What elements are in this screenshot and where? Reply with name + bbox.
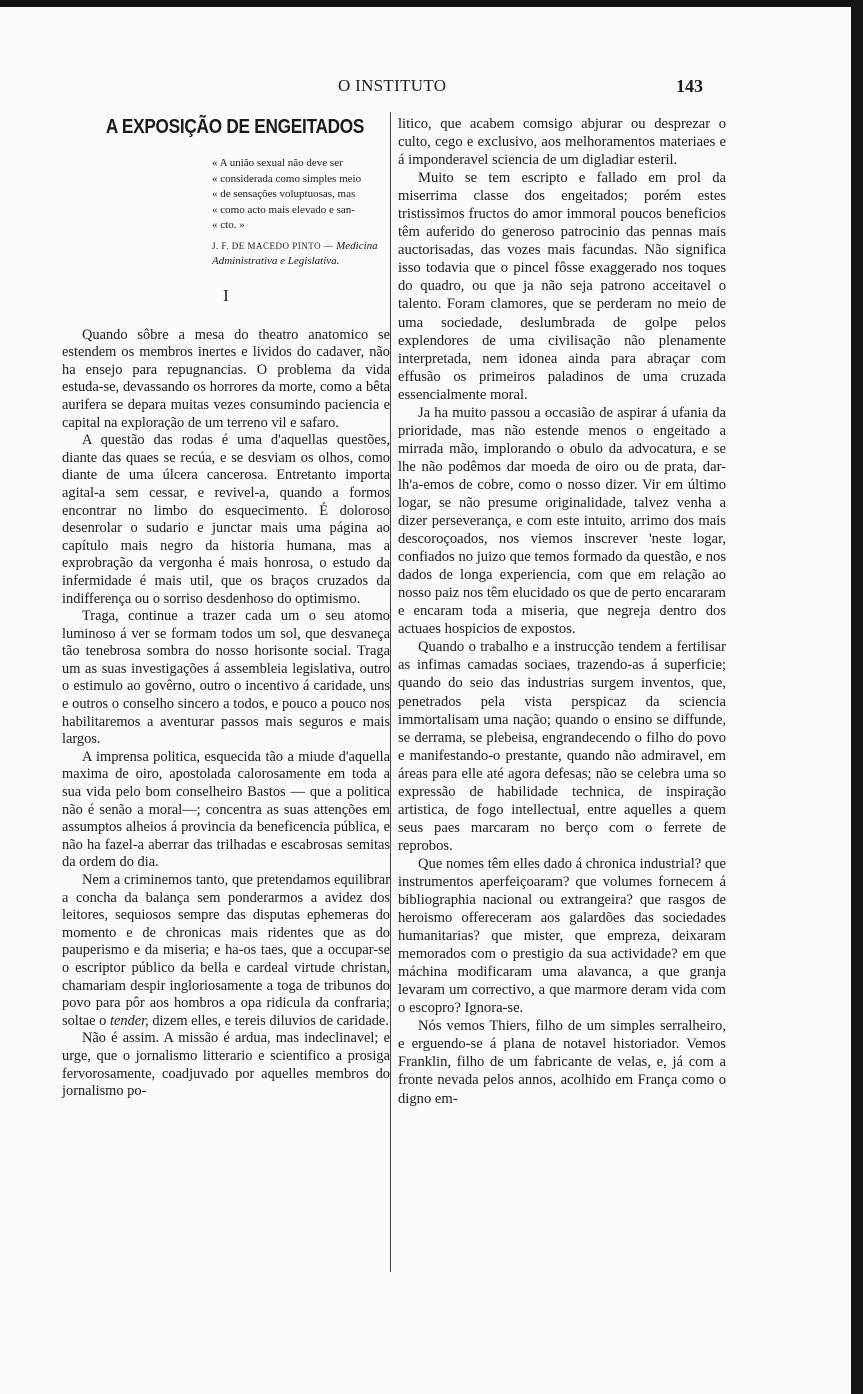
paragraph: Quando o trabalho e a instrucção tendem a fertilisar as infimas camadas sociaes, trazendo-as á superficie; quando do seio das industrias surgem inventos, que, penetrados pela vista perspicaz da sciencia immortalisam uma nação; quando o ensino se diffunde, se derrama, se plebeisa, engrandecendo o filho do povo e manifestando-o prestante, quando não admiravel, em áreas para elle até agora defesas; não se celebra uma so expressão de habilidade technica, de inspiração artistica, de fogo intellectual, entre aquelles a quem seus paes marcaram no berço com o ferrete de reprobos. [398,639,726,854]
paragraph: Muito se tem escripto e fallado em prol da miserrima classe dos engeitados; porém estes tristissimos fructos do amor immoral poucos beneficios têm auferido do generoso patrocinio das pennas mais auctorisadas, das vozes mais facundas. Não significa isso todavia que o pincel fôsse exaggerado nos toques do quadro, ou que ja não seja patrono acceitavel o talento. Foram clamores, que se perderam no meio de uma sociedade, deslumbrada de golpe pelos explendores de uma civilisação não plenamente interpretada, nem idonea ainda para abraçar com effusão os primeiros paladinos de uma cruzada essencialmente moral. [398,170,726,403]
page-number: 143 [676,76,703,96]
paragraph: Nós vemos Thiers, filho de um simples serralheiro, e erguendo-se á plana de notavel historiador. Vemos Franklin, filho de um fabricante de velas, e, já com a fronte nevada pelos annos, acolhido em França como o digno em- [398,1018,726,1107]
running-header: O INSTITUTO [338,76,447,95]
left-column [62,112,390,1101]
left-column-body [62,327,390,1101]
paragraph [62,872,390,1030]
epigraph [212,156,390,270]
paragraph: Que nomes têm elles dado á chronica industrial? que instrumentos aperfeiçoaram? que volumes fornecem á bibliographia nacional ou extrangeira? que rasgos de heroismo offereceram aos galardões das sociedades humanitarias? que mister, que empreza, deixaram memorados com o prestigio da sua actividade? em que máchina modificaram uma alavanca, a que granja levaram um correctivo, a que marmore deram vida com o escopro? Ignora-se. [398,855,726,1017]
paragraph: A imprensa politica, esquecida tão a miude d'aquella maxima de oiro, apostolada calorosamente em toda a sua vida pelo bom conselheiro Bastos — que a politica não é senão a moral—; concentra as suas attenções em assumptos alheios á provincia da beneficencia pública, e não ha fazel-a aberrar das trilhadas e escabrosas semitas da ordem do dia. [62,748,390,871]
paragraph-text: dizem elles, e tereis diluvios de caridade. [152,1012,389,1029]
paragraph: A questão das rodas é uma d'aquellas questões, diante das quaes se recúa, e se desviam os olhos, como diante de uma úlcera cancerosa. Entretanto importa agital-a sem cessar, e revivel-a, quando a formos encontrar no limbo do esquecimento. É doloroso desenrolar o sudario e junctar mais uma página ao capítulo mais negro da historia humana, mas a exprobração da vergonha é mais honrosa, o estudo da infermidade é mais util, que os braços cruzados da indifferença ou o sorriso desdenhoso do optimismo. [62,432,390,607]
epigraph-quote: « A união sexual não deve ser « considerada como simples meio « de sensações voluptuosas, mas « como acto mais elevado e san- « cto. » [212,157,362,232]
italic-word: tender, [109,1012,149,1029]
paragraph: Não é assim. A missão é ardua, mas indeclinavel; e urge, que o jornalismo litterario e scientifico a prosiga fervorosamente, coadjuvado por aquelles membros do jornalismo po- [62,1030,390,1100]
epigraph-author: J. F. DE MACEDO PINTO — [212,240,334,251]
paragraph: litico, que acabem comsigo abjurar ou desprezar o culto, cego e exclusivo, aos melhoramentos materiaes e á imponderavel sciencia de um digladiar esteril. [398,116,726,169]
right-column [398,115,726,1108]
right-border [851,0,863,1394]
column-divider [390,112,391,1272]
top-border [0,0,863,7]
epigraph-work: Medicina Administrativa e Legislativa. [212,239,378,268]
epigraph-attribution [212,239,390,270]
section-numeral: I [223,285,229,305]
paragraph: Ja ha muito passou a occasião de aspirar á ufania da prioridade, mas não estende menos o engeitado a mirrada mão, implorando o obulo da advocatura, e se lhe não podêmos dar moeda de oiro ou de prata, dar-lh'a-emos de cobre, como o nosso dizer. Vir em último logar, se não presume originalidade, talvez venha a dizer perseverança, e com este intuito, arrimo dos mais descoroçoados, nos viemos inscrever 'neste logar, confiados no juizo que temos formado da questão, e nos dados de longa experiencia, com que em relação ao nosso paiz nos têm elucidado os que de perto encararam e encaram toda a miseria, que negreja dentro dos actuaes hospicios de expostos. [398,404,726,638]
paragraph-text: Nem a criminemos tanto, que pretendamos equilibrar a concha da balança sem ponderarmos a avidez dos leitores, sequiosos sempre das disputas ephemeras do momento e de chronicas mais ridentes que as do pauperismo e da miseria; e ha-os taes, que a occupar-se o escriptor público da bella e cardeal virtude christan, chamariam despir ingloriosamente a toga de tribunos do povo para pôr aos hombros a opa ridicula da confraria; soltae o [62,872,390,1029]
paragraph: Quando sôbre a mesa do theatro anatomico se estendem os membros inertes e lividos do cadaver, não ha ensejo para repugnancias. O problema da vida estuda-se, devassando os horrores da morte, como a bêta aurifera se depara muitas vezes consumindo paciencia e capital na exploração de um terreno vil e safaro. [62,326,390,431]
article-title: A EXPOSIÇÃO DE ENGEITADOS [105,116,365,138]
paragraph: Traga, continue a trazer cada um o seu atomo luminoso á ver se formam todos um sol, que desvaneça tão tenebrosa sombra do nosso horisonte social. Traga um as suas investigações á assembleia legislativa, outro o estimulo ao govêrno, outro o incentivo á caridade, uns e outros o conselho sincero a todos, e pouco a pouco nos habilitaremos a aventurar passos mais seguros e mais largos. [62,608,390,748]
